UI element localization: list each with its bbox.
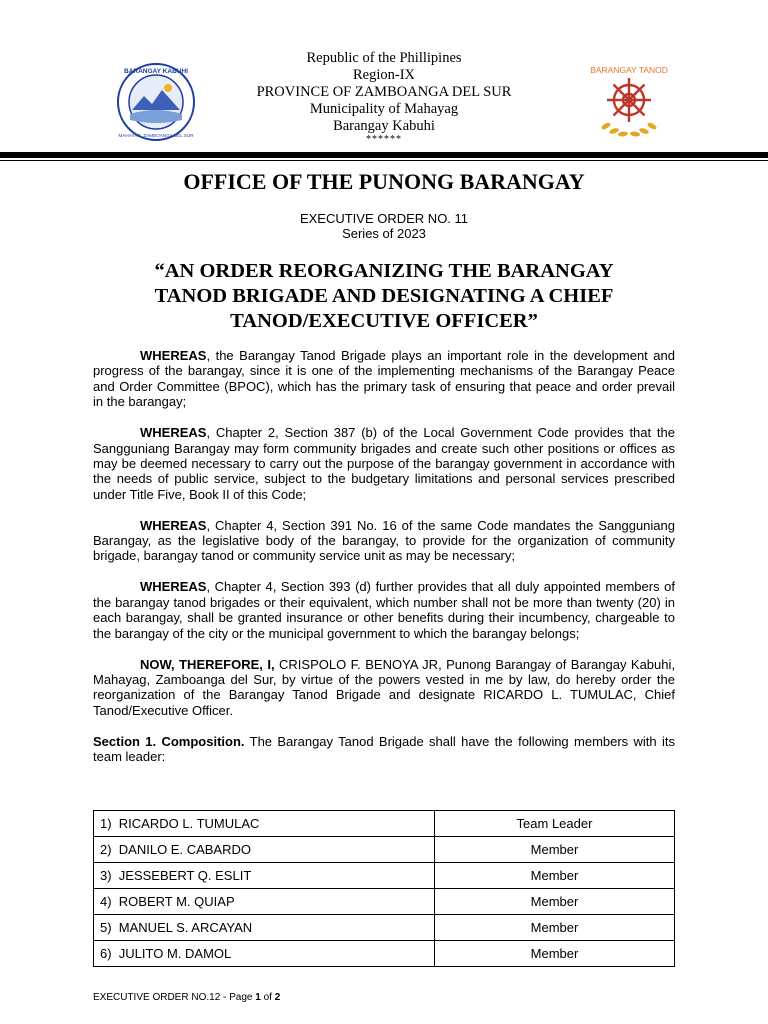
member-name: MANUEL S. ARCAYAN bbox=[118, 920, 253, 935]
whereas-lead: WHEREAS bbox=[140, 517, 207, 533]
member-number: 4) bbox=[100, 894, 112, 909]
table-row bbox=[94, 837, 675, 863]
executive-order-heading bbox=[0, 211, 768, 241]
member-name: ROBERT M. QUIAP bbox=[118, 894, 235, 909]
member-role: Team Leader bbox=[435, 811, 675, 837]
whereas-lead: WHEREAS bbox=[140, 579, 207, 595]
tanod-members-table bbox=[93, 810, 675, 967]
footer-total-pages: 2 bbox=[274, 992, 281, 1003]
whereas-paragraph-3 bbox=[93, 518, 675, 564]
header-line-province: PROVINCE OF ZAMBOANGA DEL SUR bbox=[256, 84, 512, 100]
whereas-paragraph-4 bbox=[93, 579, 675, 641]
member-name-cell bbox=[94, 889, 435, 915]
section-1-lead: Section 1. Composition. bbox=[93, 733, 245, 749]
member-name-cell bbox=[94, 811, 435, 837]
member-role: Member bbox=[435, 837, 675, 863]
header-line-region: Region-IX bbox=[352, 67, 415, 83]
table-row bbox=[94, 811, 675, 837]
member-role: Member bbox=[435, 863, 675, 889]
member-number: 5) bbox=[100, 920, 112, 935]
order-body bbox=[93, 348, 675, 780]
member-name: DANILO E. CABARDO bbox=[118, 842, 251, 857]
table-row bbox=[94, 889, 675, 915]
whereas-text: , the Barangay Tanod Brigade plays an important role in the development and progress of the barangay, since it is one of the implementing mechanisms of the Barangay Peace and Order Committee (BPOC), which has the primary task of ensuring that peace and order prevail in the barangay; bbox=[93, 348, 675, 410]
now-therefore-paragraph bbox=[93, 657, 675, 719]
letterhead bbox=[0, 50, 768, 150]
member-role: Member bbox=[435, 941, 675, 967]
member-name-cell bbox=[94, 837, 435, 863]
table-row bbox=[94, 863, 675, 889]
table-row bbox=[94, 915, 675, 941]
now-therefore-text: CRISPOLO F. BENOYA JR, Punong Barangay of Barangay Kabuhi, Mahayag, Zamboanga del Sur, by virtue of the powers vested in me by law, do hereby order the reorganization of the Barangay Tanod Brigade and designate RICARDO L. TUMULAC, Chief Tanod/Executive Officer. bbox=[93, 656, 675, 718]
member-role: Member bbox=[435, 889, 675, 915]
government-header bbox=[200, 50, 568, 145]
office-title: OFFICE OF THE PUNONG BARANGAY bbox=[183, 169, 585, 194]
header-divider-thin bbox=[0, 160, 768, 161]
executive-order-series: Series of 2023 bbox=[342, 226, 426, 241]
member-number: 3) bbox=[100, 868, 112, 883]
member-name: JESSEBERT Q. ESLIT bbox=[118, 868, 252, 883]
footer-page-number: 1 bbox=[255, 992, 261, 1003]
member-name: JULITO M. DAMOL bbox=[118, 946, 232, 961]
whereas-paragraph-1 bbox=[93, 348, 675, 410]
header-line-municipality: Municipality of Mahayag bbox=[309, 101, 459, 117]
order-title-line-2: TANOD BRIGADE AND DESIGNATING A CHIEF bbox=[154, 285, 614, 307]
header-stars: ****** bbox=[366, 134, 402, 145]
order-title bbox=[100, 259, 668, 334]
executive-order-number: EXECUTIVE ORDER NO. 11 bbox=[299, 211, 469, 226]
whereas-text: , Chapter 2, Section 387 (b) of the Local Government Code provides that the Sangguniang Barangay may form community brigades and create such other positions or offices as may be deemed necessary to carry out the purpose of the barangay government in accordance with the needs of public service, subject to the budgetary limitations and personal services prescribed under Title Five, Book II of this Code; bbox=[93, 425, 675, 502]
barangay-tanod-seal-icon bbox=[584, 58, 674, 146]
order-title-line-1: “AN ORDER REORGANIZING THE BARANGAY bbox=[154, 260, 614, 282]
left-seal-top-text: BARANGAY KABUHI bbox=[124, 68, 188, 75]
section-1-paragraph bbox=[93, 734, 675, 765]
page-footer bbox=[93, 992, 280, 1004]
barangay-kabuhi-seal-icon bbox=[116, 62, 196, 142]
whereas-text: , Chapter 4, Section 391 No. 16 of the same Code mandates the Sangguniang Barangay, as the legislative body of the barangay, to provide for the organization of community brigade, barangay tanod or community service unit as may be necessary; bbox=[93, 517, 675, 564]
member-name: RICARDO L. TUMULAC bbox=[118, 816, 260, 831]
footer-prefix: EXECUTIVE ORDER NO.12 - Page bbox=[93, 992, 256, 1003]
left-seal-bottom-text: MAHAYAG, ZAMBOANGA DEL SUR bbox=[118, 133, 194, 138]
whereas-text: , Chapter 4, Section 393 (d) further provides that all duly appointed members of the barangay tanod brigades or their equivalent, which number shall not be more than twenty (20) in each barangay, shall be granted insurance or other benefits during their incumbency, chargeable to the barangay of the city or the municipal government to which the barangay belongs; bbox=[93, 579, 675, 641]
member-number: 1) bbox=[100, 816, 112, 831]
order-title-line-3: TANOD/EXECUTIVE OFFICER” bbox=[230, 310, 538, 332]
whereas-lead: WHEREAS bbox=[140, 348, 207, 363]
member-name-cell bbox=[94, 941, 435, 967]
section-1-text: The Barangay Tanod Brigade shall have the following members with its team leader: bbox=[93, 733, 675, 765]
whereas-paragraph-2 bbox=[93, 425, 675, 502]
member-name-cell bbox=[94, 863, 435, 889]
table-row bbox=[94, 941, 675, 967]
header-line-republic: Republic of the Phillipines bbox=[306, 50, 462, 66]
member-number: 6) bbox=[100, 946, 112, 961]
now-therefore-lead: NOW, THEREFORE, I, bbox=[140, 656, 275, 672]
header-divider-thick bbox=[0, 152, 768, 158]
member-number: 2) bbox=[100, 842, 112, 857]
member-role: Member bbox=[435, 915, 675, 941]
member-name-cell bbox=[94, 915, 435, 941]
header-line-barangay: Barangay Kabuhi bbox=[333, 118, 435, 134]
right-seal-text: BARANGAY TANOD bbox=[590, 65, 668, 75]
whereas-lead: WHEREAS bbox=[140, 425, 207, 441]
footer-of: of bbox=[260, 992, 275, 1003]
